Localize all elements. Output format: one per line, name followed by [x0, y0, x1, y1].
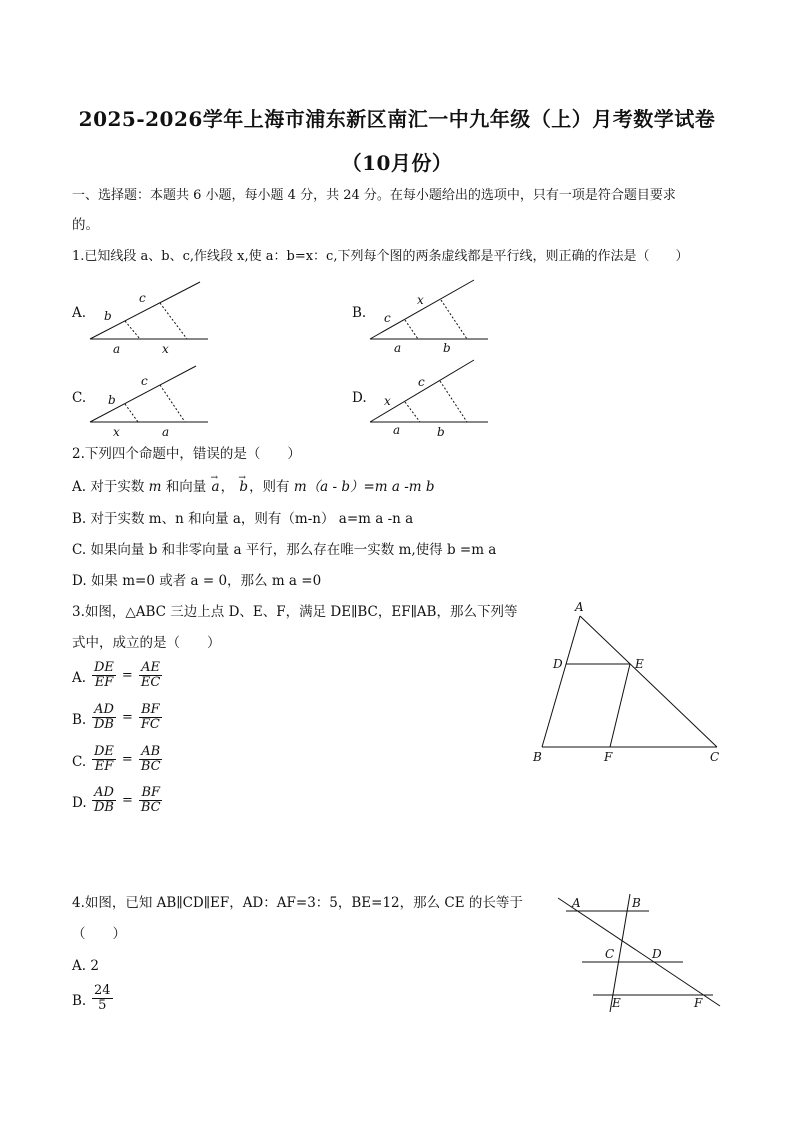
q1-b-upper2: x	[417, 293, 424, 307]
q4-label-f: F	[694, 996, 703, 1010]
q4-label-e: E	[612, 996, 621, 1010]
q3-c-eq: =	[121, 752, 133, 767]
q1-c-upper2: c	[141, 374, 148, 388]
q1-d-lower1: a	[393, 423, 401, 437]
q3-d-d2: BC	[140, 800, 161, 815]
q1-option-c-label: C.	[72, 390, 87, 406]
q1-b-upper1: c	[384, 311, 391, 325]
q2-b-label: B.	[72, 511, 87, 527]
q2-d-text: 如果 m=0 或者 a = 0，那么 m a =0	[90, 573, 322, 589]
q3-b-n1: AD	[94, 702, 114, 717]
q2-a-t1: 对于实数	[90, 479, 145, 495]
q2-option-d	[72, 572, 321, 590]
q3-b-n2: BF	[141, 702, 160, 717]
q3-c-n1: DE	[94, 744, 114, 759]
q1-a-lower2: x	[162, 342, 169, 356]
q3-b-d1: DB	[94, 717, 114, 732]
q4-stem-line1: 4.如图，已知 AB∥CD∥EF，AD：AF=3：5，BE=12，那么 CE 的长等于	[72, 895, 523, 911]
q1-c-lower1: x	[113, 425, 120, 439]
q2-option-c	[72, 541, 496, 559]
q3-d-eq: =	[121, 793, 133, 808]
q1-figure-d	[368, 358, 493, 440]
q4-label-d: D	[652, 947, 662, 961]
q3-stem-line1: 3.如图，△ABC 三边上点 D、E、F，满足 DE∥BC，EF∥AB，那么下列等	[72, 604, 518, 620]
q3-c-n2: AB	[141, 744, 161, 759]
q3-a-n1: DE	[94, 660, 114, 675]
q4-b-num: 24	[94, 983, 111, 998]
q3-label-f: F	[604, 750, 613, 764]
q4-label-a: A	[572, 896, 581, 910]
q1-d-upper2: c	[418, 375, 425, 389]
q2-a-m: m	[148, 479, 162, 495]
q1-option-b-label: B.	[352, 305, 367, 321]
q3-a-d2: EC	[140, 675, 161, 690]
q3-option-d-fraction	[92, 786, 163, 815]
q3-triangle-figure	[528, 598, 728, 770]
q1-figure-b	[368, 278, 493, 356]
q2-a-t2: 和向量	[165, 479, 207, 495]
q4-option-a: A. 2	[72, 958, 99, 974]
q4-parallel-figure	[548, 890, 728, 1018]
q2-a-expr: m（a - b）=m a -m b	[293, 479, 435, 495]
q1-d-upper1: x	[384, 394, 391, 408]
section-instructions-cont: 的。	[72, 217, 99, 233]
q2-option-a	[72, 478, 435, 496]
q2-stem: 2.下列四个命题中，错误的是（ ）	[72, 446, 301, 462]
q3-option-b-fraction	[92, 703, 162, 732]
q3-option-c-fraction	[92, 745, 163, 774]
q1-d-lower2: b	[437, 425, 445, 439]
q2-a-t3: ，则有	[249, 479, 290, 495]
q3-d-d1: DB	[94, 800, 114, 815]
exam-subtitle: （10月份）	[341, 151, 453, 175]
q3-b-d2: FC	[140, 717, 160, 732]
q1-a-upper2: c	[139, 291, 146, 305]
q3-a-n2: AE	[141, 660, 160, 675]
q4-option-b-label: B.	[72, 993, 87, 1009]
q3-label-e: E	[635, 657, 644, 671]
q1-a-lower1: a	[113, 342, 121, 356]
q2-option-b	[72, 510, 413, 528]
q2-c-label: C.	[72, 542, 87, 558]
q3-label-a: A	[575, 600, 584, 614]
q2-a-sep: ，	[220, 479, 235, 495]
q3-option-a-label: A.	[72, 670, 87, 686]
q4-label-c: C	[605, 947, 615, 961]
q2-a-vec-a: → a	[211, 478, 221, 496]
q3-b-eq: =	[121, 710, 133, 725]
q3-a-eq: =	[121, 668, 133, 683]
q3-option-b-label: B.	[72, 712, 87, 728]
q1-b-lower2: b	[443, 341, 451, 355]
q3-c-d2: BC	[140, 759, 161, 774]
q3-a-d1: EF	[94, 675, 114, 690]
q1-c-lower2: a	[162, 425, 170, 439]
q3-option-a-fraction	[92, 661, 162, 690]
q1-option-d-label: D.	[352, 390, 367, 406]
q4-label-b: B	[632, 896, 641, 910]
q1-figure-a	[88, 280, 213, 356]
q3-option-c-label: C.	[72, 754, 87, 770]
q1-figure-c	[88, 364, 213, 440]
q1-a-upper1: b	[104, 309, 112, 323]
q1-b-lower1: a	[394, 341, 402, 355]
q3-stem-line2: 式中，成立的是（ ）	[72, 635, 221, 651]
q4-option-b-fraction	[92, 984, 113, 1013]
q3-label-d: D	[553, 657, 563, 671]
q4-stem-line2: （ ）	[72, 926, 126, 942]
q2-a-vec-b: → b	[238, 478, 249, 496]
q4-b-den: 5	[98, 998, 107, 1013]
q1-stem: 1.已知线段 a、b、c,作线段 x,使 a：b=x：c,下列每个图的两条虚线都是平行线，则正确的作法是（ ）	[72, 249, 689, 264]
q1-option-a-label: A.	[72, 305, 87, 321]
q2-a-label: A.	[72, 479, 87, 495]
q3-d-n1: AD	[94, 785, 114, 800]
q2-d-label: D.	[72, 573, 87, 589]
q3-label-b: B	[533, 750, 542, 764]
section-instructions: 一、选择题：本题共 6 小题，每小题 4 分，共 24 分。在每小题给出的选项中，只有一项是符合题目要求	[72, 188, 676, 203]
q3-option-d-label: D.	[72, 795, 87, 811]
exam-title: 2025-2026学年上海市浦东新区南汇一中九年级（上）月考数学试卷	[78, 107, 716, 131]
q1-c-upper1: b	[108, 393, 116, 407]
q3-d-n2: BF	[141, 785, 161, 800]
q2-b-text: 对于实数 m、n 和向量 a，则有（m-n） a=m a -n a	[90, 511, 414, 527]
q2-c-text: 如果向量 b 和非零向量 a 平行，那么存在唯一实数 m,使得 b =m a	[90, 542, 497, 558]
q3-c-d1: EF	[94, 759, 114, 774]
q3-label-c: C	[710, 750, 720, 764]
